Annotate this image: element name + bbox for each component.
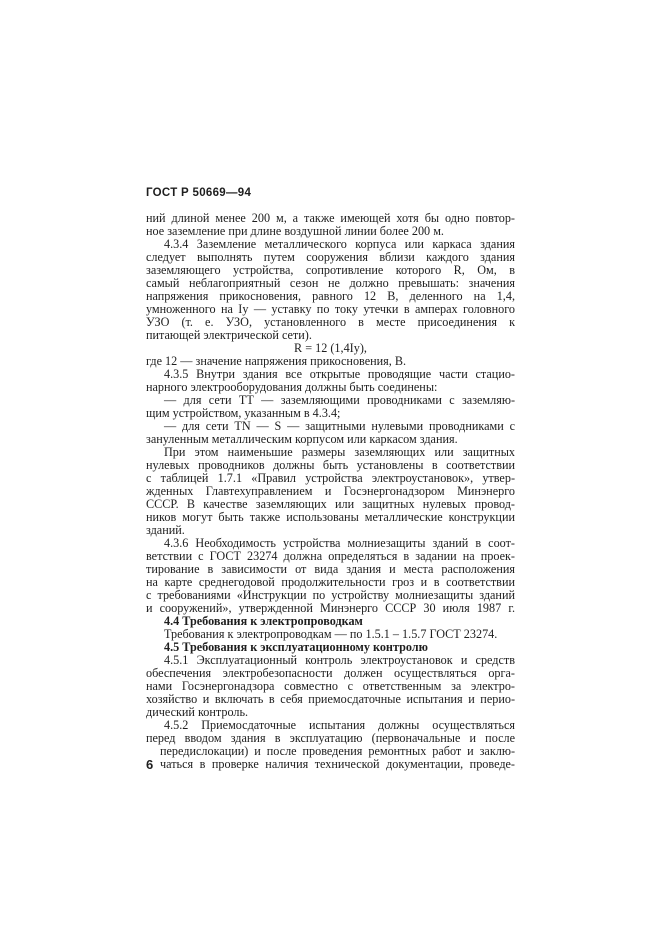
- text-line: хозяйство и включать в себя приемосдаточные испытания и перио-: [146, 692, 515, 706]
- text-line: перед вводом здания в эксплуатацию (первоначальные и после: [146, 731, 515, 745]
- text-line: 4.3.4 Заземление металлического корпуса или каркаса здания: [164, 237, 515, 251]
- text-line: СССР. В качестве заземляющих или защитных нулевых провод-: [146, 497, 515, 511]
- text-line: 4.5.1 Эксплуатационный контроль электроустановок и средств: [164, 653, 515, 667]
- text-line: ветствии с ГОСТ 23274 должна определяться в задании на проек-: [146, 549, 515, 563]
- text-line: питающей электрической сети).: [146, 328, 312, 342]
- text-line: чаться в проверке наличия технической документации, проведе-: [160, 757, 515, 771]
- text-line: зануленным металлическим корпусом или каркасом здания.: [146, 432, 458, 446]
- text-line: 4.3.5 Внутри здания все открытые проводящие части стацио-: [164, 367, 515, 381]
- text-line: обеспечения электробезопасности должен осуществляться орга-: [146, 666, 515, 680]
- text-line: с таблицей 1.7.1 «Правил устройства электроустановок», утвер-: [146, 471, 515, 485]
- text-line: с требованиями «Инструкции по устройству молниезащиты зданий: [146, 588, 515, 602]
- text-line: зданий.: [146, 523, 185, 537]
- text-line: тирование в зависимости от вида здания и места расположения: [146, 562, 515, 576]
- text-line: напряжения прикосновения, равного 12 В, деленного на 1,4,: [146, 289, 515, 303]
- text-line: нами Госэнергонадзора совместно с ответственным за электро-: [146, 679, 515, 693]
- section-heading: 4.5 Требования к эксплуатационному контролю: [164, 640, 428, 654]
- formula: R = 12 (1,4Iу),: [294, 341, 367, 355]
- text-line: самый неблагоприятный сезон не должно превышать: значения: [146, 276, 515, 290]
- section-heading: 4.4 Требования к электропроводкам: [164, 614, 363, 628]
- text-line: При этом наименьшие размеры заземляющих или защитных: [164, 445, 515, 459]
- text-line: следует выполнять путем сооружения вблизи каждого здания: [146, 250, 515, 264]
- text-line: 4.3.6 Необходимость устройства молниезащиты зданий в соот-: [164, 536, 515, 550]
- text-line: ное заземление при длине воздушной линии более 200 м.: [146, 224, 444, 238]
- text-line: Требования к электропроводкам — по 1.5.1 – 1.5.7 ГОСТ 23274.: [164, 627, 498, 641]
- text-line: 4.5.2 Приемосдаточные испытания должны осуществляться: [164, 718, 515, 732]
- text-line: щим устройством, указанным в 4.3.4;: [146, 406, 341, 420]
- text-line: — для сети TN — S — защитными нулевыми проводниками с: [164, 419, 515, 433]
- text-line: нарного электрооборудования должны быть соединены:: [146, 380, 438, 394]
- text-line: — для сети ТТ — заземляющими проводниками с заземляю-: [164, 393, 515, 407]
- text-line: где 12 — значение напряжения прикосновения, В.: [146, 354, 407, 368]
- document-header: ГОСТ Р 50669—94: [146, 187, 252, 199]
- text-line: жденных Главтехуправлением и Госэнергонадзором Минэнерго: [146, 484, 515, 498]
- page-number: 6: [146, 757, 154, 772]
- text-line: ников могут быть также использованы металлические конструкции: [146, 510, 515, 524]
- text-line: и сооружений», утвержденной Минэнерго СССР 30 июля 1987 г.: [146, 601, 515, 615]
- text-line: передислокации) и после проведения ремонтных работ и заклю-: [160, 744, 515, 758]
- text-line: ний длиной менее 200 м, а также имеющей хотя бы одно повтор-: [146, 211, 515, 225]
- text-line: заземляющего устройства, сопротивление которого R, Ом, в: [146, 263, 515, 277]
- text-line: на карте среднегодовой продолжительности гроз и в соответствии: [146, 575, 515, 589]
- text-line: УЗО (т. е. УЗО, установленного в месте присоединения к: [146, 315, 515, 329]
- text-line: нулевых проводников должны быть установлены в соответствии: [146, 458, 515, 472]
- text-line: дический контроль.: [146, 705, 249, 719]
- text-line: умноженного на Iу — уставку по току утечки в амперах головного: [146, 302, 515, 316]
